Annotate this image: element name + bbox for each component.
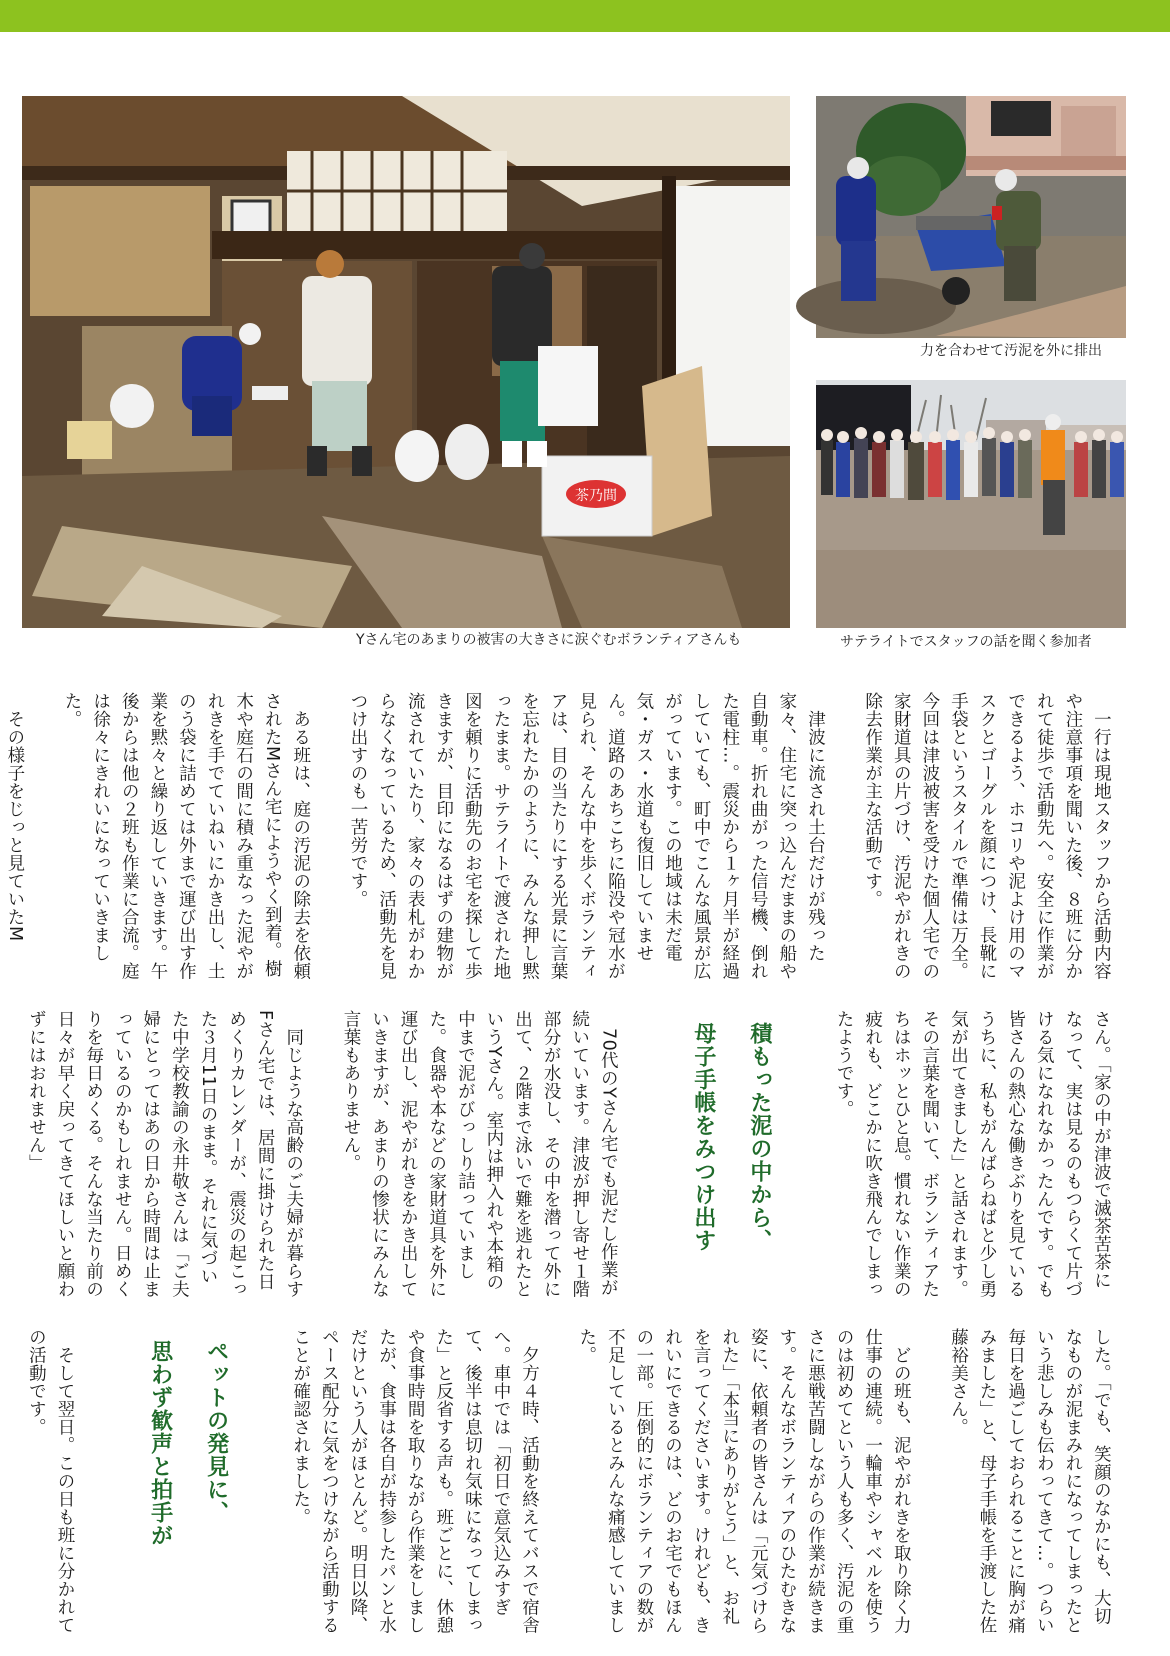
paragraph: 同じような高齢のご夫婦が暮らすFさん宅では、居間に掛けられた日めくりカレンダーが、震災の起こった３月11日のまま。それに気づいた中学校教諭の永井敬さんは「ご夫婦にとってはあの日から時間は止まっているのかもしれません。日めくりを毎日めくる。そんな当たり前の日々が早く戻ってきてほしいと願わずにはおれません」 [26, 1010, 304, 1298]
photo-damaged-interior [22, 96, 790, 628]
caption-main-photo: Yさん宅のあまりの被害の大きさに涙ぐむボランティアさんも [356, 632, 742, 648]
paragraph: さん。「家の中が津波で滅茶苦茶になって、実は見るのもつらくて片づける気になれなかったんです。でも皆さんの熱心な働きぶりを見ているうちに、私もがんばらねばと少し勇気が出てきました」と話されます。その言葉を聞いて、ボランティアたちはホッとひと息。慣れない作業の疲れも、どこかに吹き飛んでしまったようです。 [834, 1010, 1112, 1298]
photo-wheelbarrow [816, 96, 1126, 338]
paragraph: 津波に流され土台だけが残った家々、住宅に突っ込んだままの船や自動車。折れ曲がった信号機、倒れた電柱…。震災から１ヶ月半が経過していても、町中でこんな風景が広がっています。この地域は未だ電気・ガス・水道も復旧していません。道路のあちこちに陥没や冠水が見られ、そんな中を歩くボランティアは、目の当たりにする光景に言葉を忘れたかのように、みんな押し黙ったまま。サテライトで渡された地図を頼りに活動先のお宅を探して歩きますが、目印になるはずの建物が流されていたり、家々の表札がわからなくなっているため、活動先を見つけ出すのも一苦労です。 [347, 692, 826, 980]
photo-satellite-meeting [816, 380, 1126, 628]
section-heading-boshi-techo [661, 1022, 801, 1298]
heading-line: 積もった泥の中から、 [746, 1022, 772, 1252]
heading-line: 母子手帳をみつけ出す [690, 1022, 716, 1252]
paragraph: 70代のYさん宅でも泥だし作業が続いています。津波が押し寄せ１階部分が水没し、その中を潜って外に出て、２階まで泳いで難を逃れたというYさん。室内は押入れや本箱の中まで泥がびっしり詰っていました。食器や本などの家財道具を外に運び出し、泥やがれきをかき出していきますが、あまりの惨状にみんな言葉もありません。 [340, 1010, 619, 1298]
article-column-3 [22, 1328, 1144, 1638]
caption-satellite-meeting: サテライトでスタッフの話を聞く参加者 [840, 634, 1092, 650]
paragraph: その様子をじっと見ていたM [4, 692, 25, 942]
box-label: 茶乃間 [575, 488, 617, 504]
heading-line: 思わず歓声と拍手が [147, 1340, 173, 1547]
article-column-2 [22, 1010, 1144, 1298]
paragraph: どの班も、泥やがれきを取り除く力仕事の連続。一輪車やシャベルを使うのは初めてという人も多く、汚泥の重さに悪戦苦闘しながらの作業が続きます。そんなボランティアのひたむきな姿に、依頼者の皆さんは「元気づけられた」「本当にありがとう」と、お礼を言ってくださいます。けれども、きれいにできるのは、どのお宅でもほんの一部。圧倒的にボランティアの数が不足しているとみんな痛感していました。 [576, 1328, 912, 1634]
caption-wheelbarrow: 力を合わせて汚泥を外に排出 [920, 343, 1102, 359]
paragraph: した。「でも、笑顔のなかにも、大切なものが泥まみれになってしまったという悲しみも伝わってきて…。つらい毎日を過ごしておられることに胸が痛みました」と、母子手帳を手渡した佐藤裕美さん。 [948, 1328, 1112, 1634]
heading-line: ペットの発見に、 [203, 1340, 229, 1524]
paragraph: ある班は、庭の汚泥の除去を依頼されたMさん宅にようやく到着。樹木や庭石の間に積み重なった泥やがれきを手でていねいにかき出し、土のう袋に詰めては外まで運び出す作業を黙々と繰り返していきます。午後からは他の２班も作業に合流。庭は徐々にきれいになっていきました。 [62, 692, 311, 980]
top-accent-bar [0, 0, 1170, 32]
article-column-1 [4, 692, 1144, 980]
section-heading-pet [118, 1340, 258, 1638]
paragraph: 夕方４時、活動を終えてバスで宿舎へ。車中では「初日で意気込みすぎて、後半は息切れ気味になってしまった」と反省する声も。班ごとに、休憩や食事時間を取りながら作業をしましたが、食事は各自が持参したパンと水だけという人がほとんど。明日以降、ペース配分に気をつけながら活動することが確認されました。 [290, 1328, 540, 1634]
paragraph: 一行は現地スタッフから活動内容や注意事項を聞いた後、８班に分かれて徒歩で活動先へ。安全に作業ができるよう、ホコリや泥よけ用のマスクとゴーグルを顔につけ、長靴に手袋というスタイルで準備は万全。今回は津波被害を受けた個人宅での家財道具の片づけ、汚泥やがれきの除去作業が主な活動です。 [862, 692, 1112, 980]
paragraph: そして翌日。この日も班に分かれての活動です。 [26, 1328, 75, 1634]
